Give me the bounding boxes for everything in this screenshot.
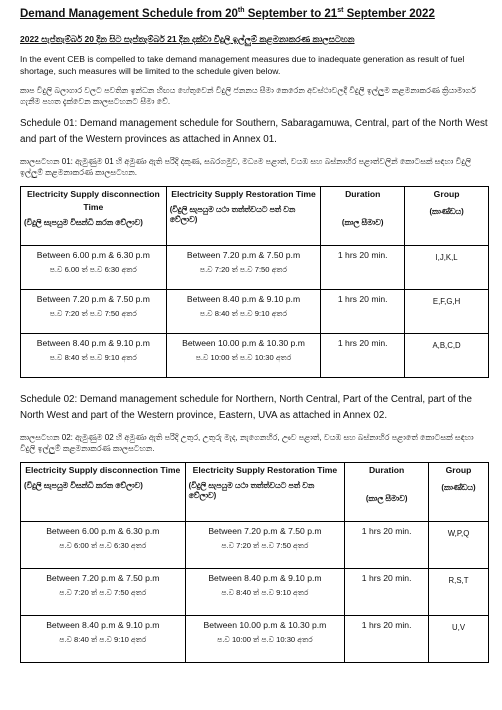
restoration-time: Between 8.40 p.m & 9.10 p.m (208, 572, 322, 583)
restoration-time-sinhala: ප.ව 7:20 ත් ප.ව 7:50 අතර (221, 540, 309, 550)
title-middle: September to 21 (244, 7, 338, 20)
header-duration-sinhala: (කාල සීමාව) (365, 493, 408, 503)
document-title (20, 4, 488, 21)
group-cell: I,J,K,L (405, 245, 489, 289)
header-disconnection-sinhala: (විදුලි සැපයුම විසන්ධි කරන වේලාව) (24, 217, 143, 227)
header-disconnection-label: Electricity Supply disconnection Time (25, 464, 181, 475)
restoration-time-sinhala: ප.ව 8:40 ත් ප.ව 9:10 අතර (199, 308, 288, 318)
disconnection-cell (21, 521, 186, 568)
table-header-row (21, 186, 489, 245)
header-disconnection-sinhala: (විදුලි සැපයුම විසන්ධි කරන වේලාව) (24, 480, 143, 490)
disconnection-time: Between 6.00 p.m & 6.30 p.m (36, 249, 150, 260)
intro-paragraph: In the event CEB is compelled to take demand management measures due to inadequate generation as result of fuel shortage, such measures will be limited to the schedule given below. (20, 53, 465, 76)
restoration-time: Between 7.20 p.m & 7.50 p.m (186, 249, 301, 260)
schedule-02-heading: Schedule 02: Demand management schedule for Northern, North Central, Part of the Central, part of the North West and part of the Western province, Eastern, UVA as attached in Annex 02. (20, 393, 472, 421)
disconnection-time-sinhala: ප.ව 6:00 ත් ප.ව 6:30 අතර (59, 540, 147, 550)
restoration-cell (185, 615, 345, 662)
document-title-sinhala: 2022 සැප්තැම්බර් 20 දින සිට සැප්තැම්බර් 21 දින දක්වා විදුලි ඉල්ලුම් කළමනාකරණ කාලසටහන (20, 33, 355, 44)
header-restoration (185, 462, 345, 521)
title-sup-2: st (337, 7, 344, 14)
restoration-time: Between 7.20 p.m & 7.50 p.m (208, 525, 322, 536)
restoration-cell (185, 568, 345, 615)
restoration-cell (166, 245, 321, 289)
header-duration-sinhala: (කාල සීමාව) (341, 217, 384, 227)
table-row (21, 615, 489, 662)
header-group-label: Group (433, 188, 460, 199)
group-cell: U,V (429, 615, 489, 662)
header-group-sinhala: (කාණ්ඩය) (441, 482, 476, 492)
header-duration (321, 186, 405, 245)
group-cell: W,P,Q (429, 521, 489, 568)
restoration-time-sinhala: ප.ව 10:00 ත් ප.ව 10:30 අතර (217, 634, 313, 644)
disconnection-time: Between 7.20 p.m & 7.50 p.m (36, 293, 150, 304)
header-group (429, 462, 489, 521)
restoration-time: Between 8.40 p.m & 9.10 p.m (186, 293, 301, 304)
disconnection-cell (21, 289, 167, 333)
duration-cell: 1 hrs 20 min. (345, 615, 429, 662)
table-row (21, 289, 489, 333)
header-restoration (166, 186, 321, 245)
disconnection-time-sinhala: ප.ව 8:40 ත් ප.ව 9:10 අතර (59, 634, 147, 644)
disconnection-cell (21, 568, 186, 615)
restoration-cell (166, 289, 321, 333)
header-group-label: Group (445, 464, 472, 475)
table-row (21, 245, 489, 289)
restoration-time-sinhala: ප.ව 10:00 ත් ප.ව 10:30 අතර (195, 352, 292, 362)
table-row (21, 568, 489, 615)
table-header-row (21, 462, 489, 521)
disconnection-cell (21, 615, 186, 662)
table-row (21, 333, 489, 377)
restoration-time: Between 10.00 p.m & 10.30 p.m (182, 337, 305, 348)
header-duration (345, 462, 429, 521)
disconnection-time-sinhala: ප.ව 7:20 ත් ප.ව 7:50 අතර (59, 587, 147, 597)
duration-cell: 1 hrs 20 min. (345, 521, 429, 568)
schedule-01-heading: Schedule 01: Demand management schedule for Southern, Sabaragamuwa, Central, part of the North West and part of the Western provinces as attached in Annex 01. (20, 117, 488, 145)
header-restoration-label: Electricity Supply Restoration Time (192, 464, 338, 475)
title-sup-1: th (237, 7, 245, 14)
header-disconnection (21, 462, 186, 521)
header-duration-label: Duration (345, 188, 381, 199)
restoration-time-sinhala: ප.ව 7:20 ත් ප.ව 7:50 අතර (199, 264, 288, 274)
disconnection-cell (21, 333, 167, 377)
disconnection-time-sinhala: ප.ව 6.00 ත් ප.ව 6:30 අතර (49, 264, 137, 274)
title-prefix: Demand Management Schedule from 20 (20, 7, 238, 20)
schedule-02-heading-sinhala: කාලසටහන 02: ඇමුණුම 02 හි අමුණා ඇති පරිදි උතුර, උතුරු මැද, නැගෙනහිර, ඌව පළාත්, වයඹ සහ බස්නාහිර පළාතේ කොටසක් සඳහා විදුලි ඉල්ලුම් කළමනාකරණ කාලසටහන. (20, 432, 474, 454)
disconnection-time: Between 7.20 p.m & 7.50 p.m (46, 572, 160, 583)
schedule-02-table (20, 462, 489, 663)
title-suffix: September 2022 (343, 7, 435, 20)
header-group (405, 186, 489, 245)
document-page (0, 4, 502, 710)
disconnection-cell (21, 245, 167, 289)
group-cell: A,B,C,D (405, 333, 489, 377)
header-group-sinhala: (කාණ්ඩය) (429, 206, 464, 216)
header-restoration-label: Electricity Supply Restoration Time (171, 188, 316, 199)
restoration-cell (185, 521, 345, 568)
header-disconnection-label: Electricity Supply disconnection Time (26, 188, 160, 212)
restoration-time-sinhala: ප.ව 8:40 ත් ප.ව 9:10 අතර (221, 587, 309, 597)
header-duration-label: Duration (368, 464, 405, 475)
disconnection-time: Between 6.00 p.m & 6.30 p.m (46, 525, 160, 536)
restoration-time: Between 10.00 p.m & 10.30 p.m (203, 619, 327, 630)
disconnection-time-sinhala: ප.ව 8:40 ත් ප.ව 9:10 අතර (49, 352, 137, 362)
intro-paragraph-sinhala: කාප විදුලි බලාගාර වලට පවතින ඉන්ධන හිඟය හේතුවෙන් විදුලි ජනනය සීමා කෙරෙන අවස්ථාවලදී විදුලි ඉල්ලුම කළමනාකරණ ක්‍රියාමාර්ග ගැනීම පහත දැක්වෙන කාලසටහනට සීමා වේ. (20, 85, 476, 107)
header-restoration-sinhala: (විදුලි සැපයුම යථා තත්ත්වයට පත් වන වේලාව) (188, 480, 315, 500)
schedule-01-table (20, 186, 489, 378)
duration-cell: 1 hrs 20 min. (321, 333, 405, 377)
group-cell: R,S,T (429, 568, 489, 615)
duration-cell: 1 hrs 20 min. (321, 289, 405, 333)
duration-cell: 1 hrs 20 min. (345, 568, 429, 615)
header-restoration-sinhala: (විදුලි සැපයුම යථා තත්ත්වයට පත් වන වේලාව) (169, 204, 296, 224)
disconnection-time-sinhala: ප.ව 7:20 ත් ප.ව 7:50 අතර (49, 308, 137, 318)
table-row (21, 521, 489, 568)
disconnection-time: Between 8.40 p.m & 9.10 p.m (36, 337, 150, 348)
restoration-cell (166, 333, 321, 377)
duration-cell: 1 hrs 20 min. (321, 245, 405, 289)
group-cell: E,F,G,H (405, 289, 489, 333)
schedule-01-heading-sinhala: කාලසටහන 01: ඇමුණුම 01 හි අමුණා ඇති පරිදි දකුණ, සබරගමුව, මධ්‍යම පළාත්, වයඹ සහ බස්නාහිර පළාත්වලින් කොටසක් සඳහා විදුලි ඉල්ලුම් කළමනාකරණ කාලසටහන. (20, 156, 472, 178)
header-disconnection (21, 186, 167, 245)
disconnection-time: Between 8.40 p.m & 9.10 p.m (46, 619, 160, 630)
